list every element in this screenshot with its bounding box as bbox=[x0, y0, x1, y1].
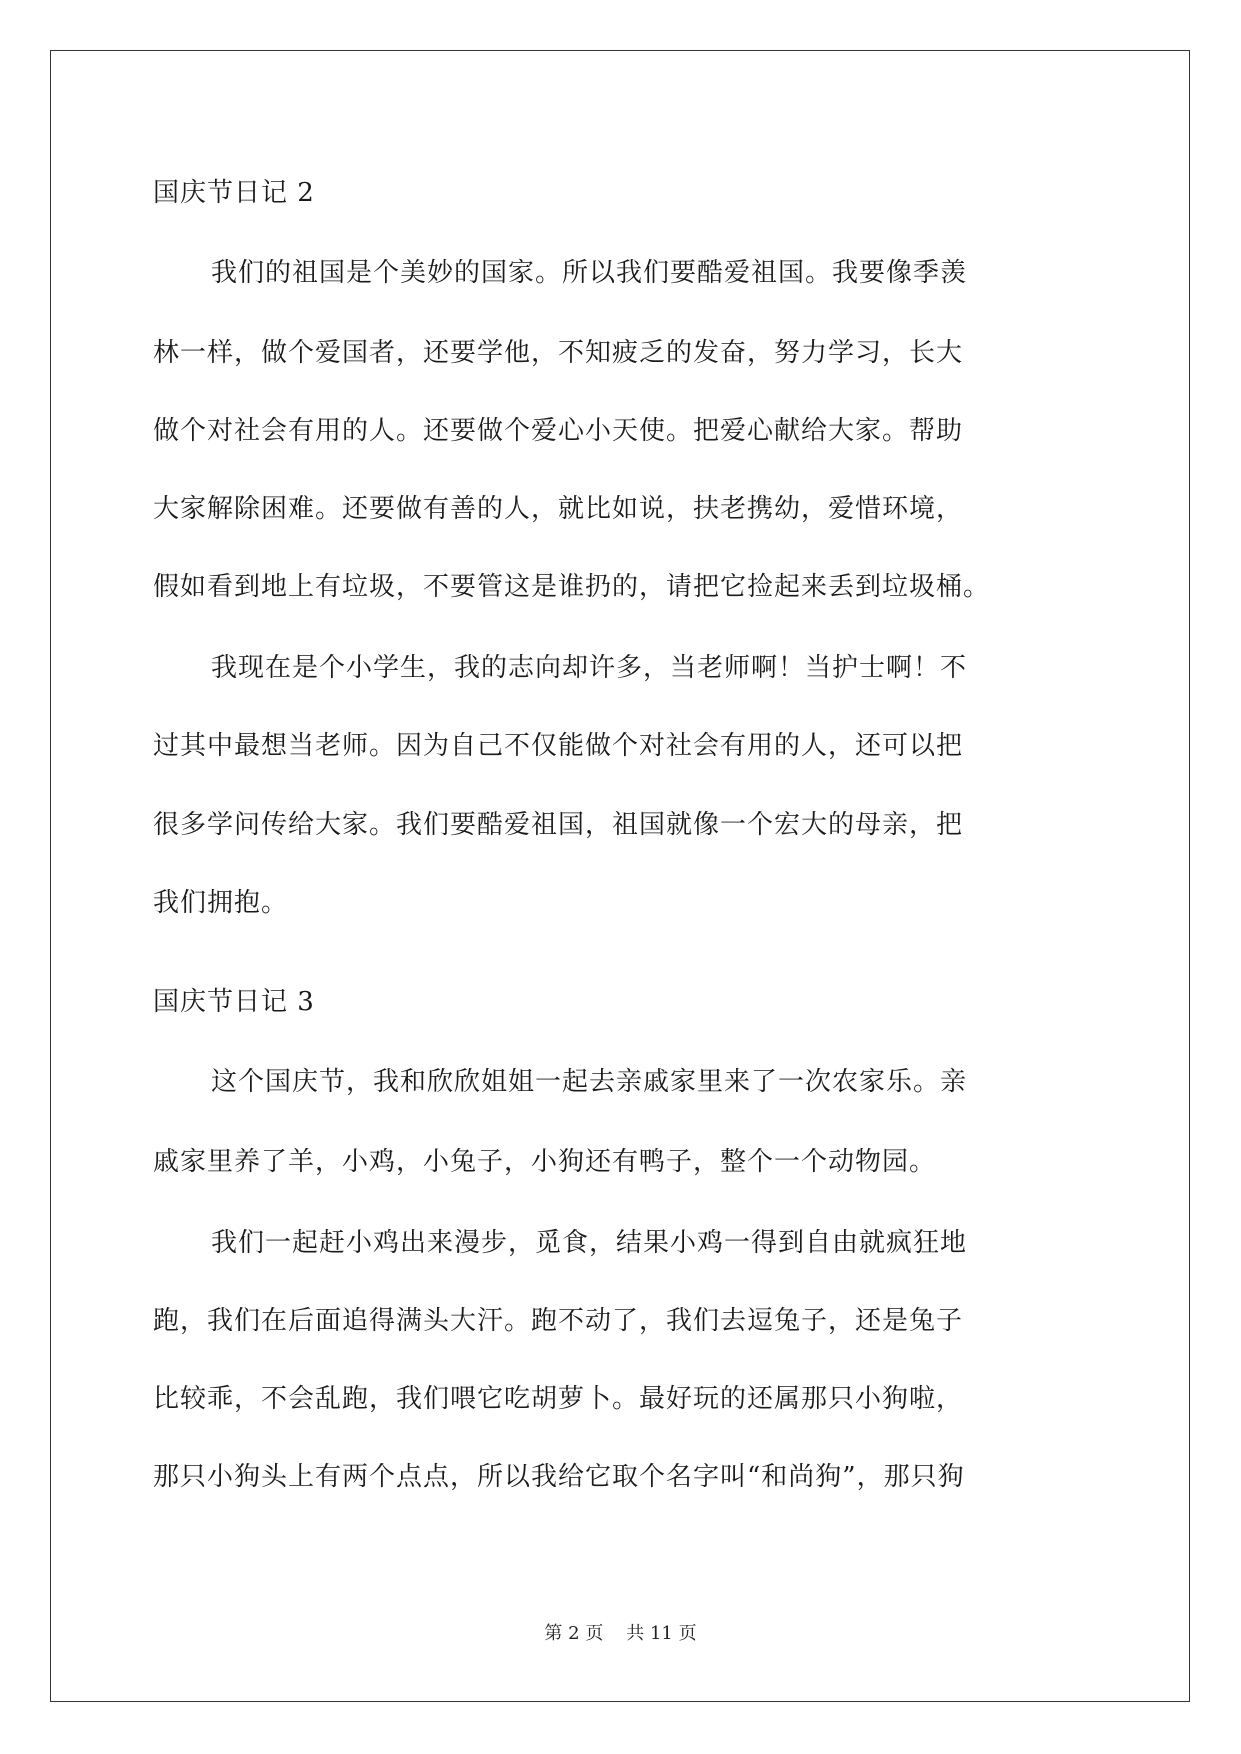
page-total: 共 11 页 bbox=[626, 1623, 697, 1644]
paragraph-line: 我们拥抱。 bbox=[153, 888, 289, 918]
paragraph-line: 那只小狗头上有两个点点，所以我给它取个名字叫“和尚狗”，那只狗 bbox=[153, 1462, 965, 1492]
paragraph-line: 我们一起赶小鸡出来漫步，觅食，结果小鸡一得到自由就疯狂地 bbox=[211, 1228, 968, 1258]
paragraph-line: 戚家里养了羊，小鸡，小兔子，小狗还有鸭子，整个一个动物园。 bbox=[153, 1147, 937, 1177]
paragraph-line: 很多学问传给大家。我们要酷爱祖国，祖国就像一个宏大的母亲，把 bbox=[153, 810, 964, 840]
paragraph-line: 假如看到地上有垃圾，不要管这是谁扔的，请把它捡起来丢到垃圾桶。 bbox=[153, 572, 991, 602]
paragraph-line: 比较乖，不会乱跑，我们喂它吃胡萝卜。最好玩的还属那只小狗啦， bbox=[153, 1384, 964, 1414]
paragraph-line: 这个国庆节，我和欣欣姐姐一起去亲戚家里来了一次农家乐。亲 bbox=[211, 1067, 968, 1097]
diary-heading-2: 国庆节日记 2 bbox=[153, 178, 315, 208]
page-number: 第 2 页 bbox=[544, 1623, 604, 1644]
page-footer bbox=[0, 1622, 1241, 1646]
paragraph-line: 林一样，做个爱国者，还要学他，不知疲乏的发奋，努力学习，长大 bbox=[153, 338, 964, 368]
paragraph-line: 我现在是个小学生，我的志向却许多，当老师啊！当护士啊！不 bbox=[211, 653, 968, 683]
diary-heading-3: 国庆节日记 3 bbox=[153, 987, 315, 1017]
paragraph-line: 做个对社会有用的人。还要做个爱心小天使。把爱心献给大家。帮助 bbox=[153, 416, 964, 446]
page-frame bbox=[50, 50, 1190, 1702]
paragraph-line: 过其中最想当老师。因为自己不仅能做个对社会有用的人，还可以把 bbox=[153, 731, 964, 761]
paragraph-line: 大家解除困难。还要做有善的人，就比如说，扶老携幼，爱惜环境， bbox=[153, 494, 964, 524]
paragraph-line: 跑，我们在后面追得满头大汗。跑不动了，我们去逗兔子，还是兔子 bbox=[153, 1306, 964, 1336]
paragraph-line: 我们的祖国是个美妙的国家。所以我们要酷爱祖国。我要像季羡 bbox=[211, 258, 968, 288]
